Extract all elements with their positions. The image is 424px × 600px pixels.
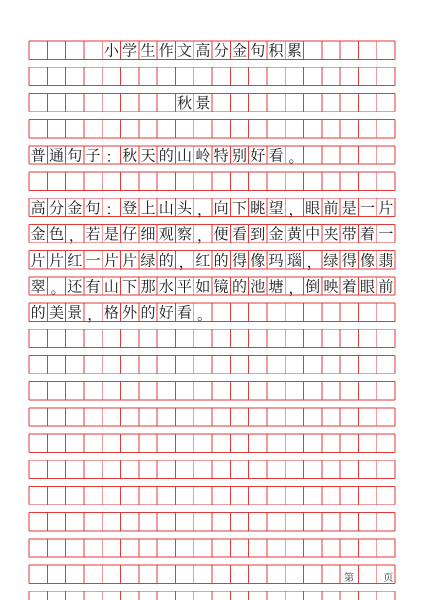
grid-row <box>29 460 395 478</box>
grid-row <box>29 172 395 190</box>
grid-row <box>29 329 395 347</box>
grid-row <box>29 591 395 600</box>
grid-row-text: 小 学 生 作 文 高 分 金 句 积 累 <box>103 41 302 60</box>
grid-row <box>29 408 395 426</box>
grid-row-text: 片 片 红 一 片 片 绿 的 ， 红 的 得 像 玛 瑙 ， 绿 得 像 翡 <box>30 251 394 271</box>
grid-row-text: 普 通 句 子 ： 秋 天 的 山 岭 特 别 好 看 。 <box>30 146 304 167</box>
grid-row-text: 的 美 景 ， 格 外 的 好 看 。 <box>30 303 213 324</box>
grid-row-text: 秋 景 <box>177 94 211 113</box>
grid-row <box>29 486 395 504</box>
grid-row <box>29 277 395 298</box>
grid-row <box>29 355 395 373</box>
page-suffix: 页 <box>383 573 395 584</box>
grid-row <box>29 120 395 138</box>
grid-row <box>29 93 395 111</box>
grid-row <box>29 251 395 269</box>
grid-row-text: 金 色 ， 若 是 仔 细 观 察 ， 便 看 到 金 黄 中 夹 带 着 一 <box>30 225 394 245</box>
grid-row <box>29 513 395 531</box>
grid-row <box>29 382 395 400</box>
grid-row <box>29 539 395 557</box>
grid-row <box>29 41 395 59</box>
grid-row <box>29 565 395 583</box>
grid-row <box>29 67 395 85</box>
page-prefix: 第 <box>344 573 355 584</box>
grid-row-text: 翠 。 还 有 山 下 那 水 平 如 镜 的 池 塘 ， 倒 映 着 眼 前 <box>30 277 394 298</box>
grid-row <box>29 434 395 452</box>
page-number-label <box>344 569 394 584</box>
grid-row-text: 高 分 金 句 ： 登 上 山 头 ， 向 下 眺 望 ， 眼 前 是 一 片 <box>30 198 394 219</box>
grid-row <box>29 146 395 167</box>
